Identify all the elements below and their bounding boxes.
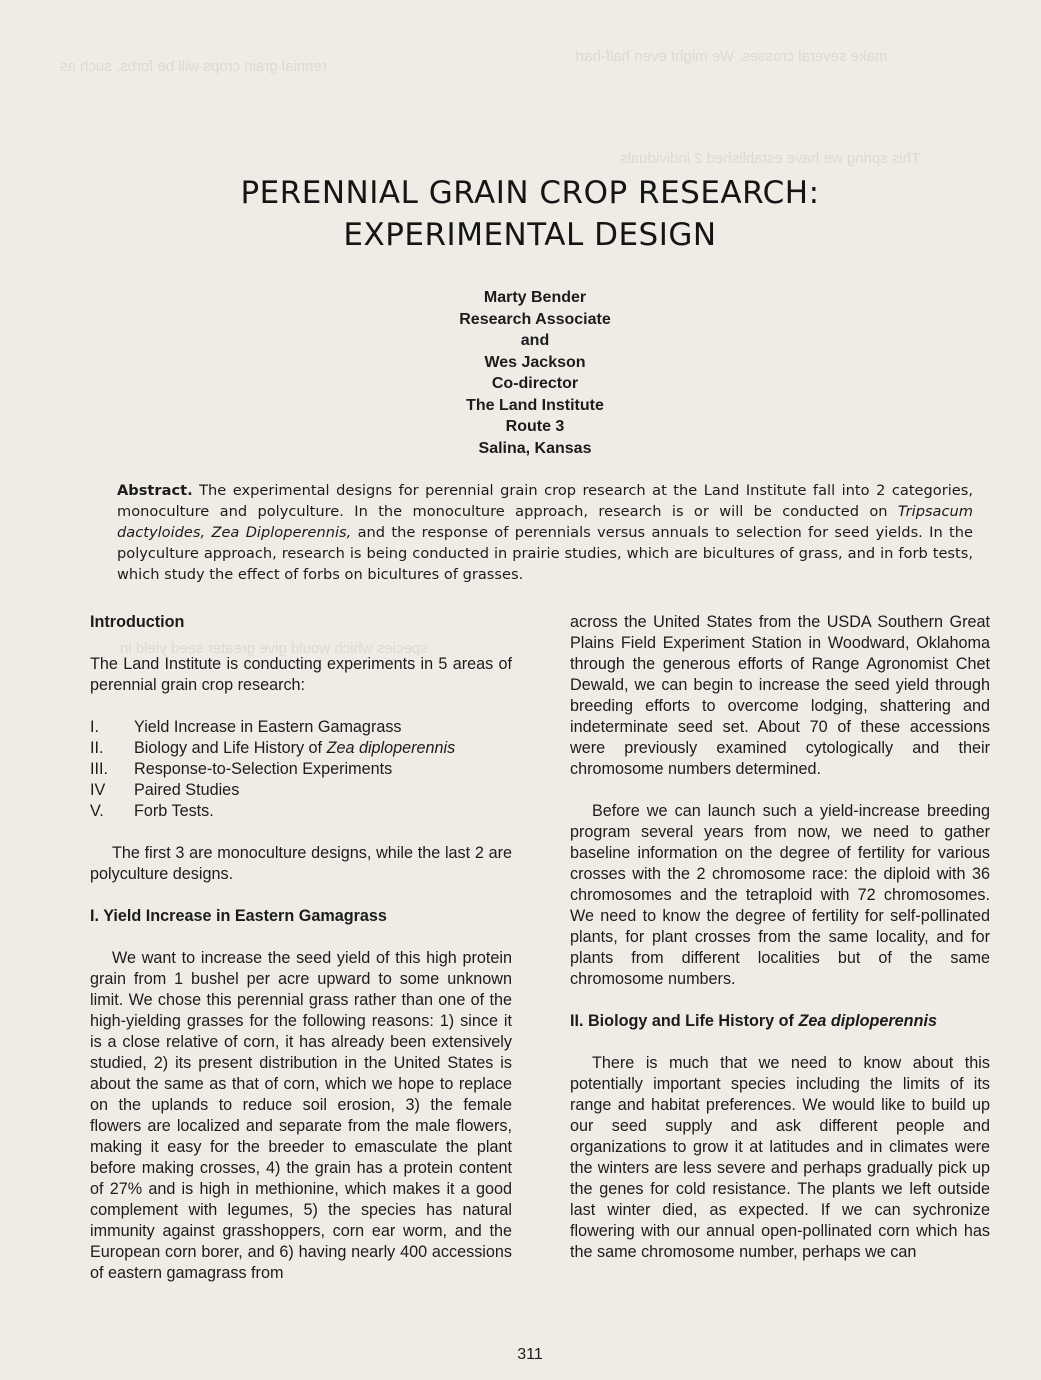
body-paragraph: We want to increase the seed yield of this high protein grain from 1 bushel per acre upward to some unknown limit. We chose this perennial grass rather than one of the high-yielding grasses for the following reasons: 1) since it is a close relative of corn, it has already been extensively studied, 2) its present distribution in the United States is about the same as that of corn, which we hope to replace on the uplands to reduce soil erosion, 3) the female flowers are localized and separate from the male flowers, making it easy for the breeder to emasculate the plant before making crosses, 4) the grain has a protein content of 27% and is high in methionine, which makes it a good complement with legumes, 5) the species has natural immunity against grasshoppers, corn ear worm, and the European corn borer, and 6) having nearly 400 accessions of eastern gamagrass from: [90, 949, 512, 1282]
list-item: [90, 759, 512, 780]
title-line-2: EXPERIMENTAL DESIGN: [343, 217, 717, 253]
paper-title: [180, 172, 880, 256]
list-text: Biology and Life History of: [134, 739, 327, 757]
abstract: [117, 480, 973, 585]
intro-paragraph: The Land Institute is conducting experiments in 5 areas of perennial grain crop research:: [90, 655, 512, 694]
list-number: V.: [90, 802, 104, 820]
show-through-text: make several crosses. We might even half-hart: [575, 48, 888, 65]
list-text: Response-to-Selection Experiments: [134, 760, 393, 778]
author-block: [390, 287, 680, 459]
abstract-text: and the response of perennials versus annuals to selection for seed yields. In the polyculture approach, research is being conducted in prairie studies, which are bicultures of grass, and in forb tests, which study the effect of forbs on bicultures of grasses.: [117, 524, 973, 583]
list-text-italic: Zea diploperennis: [326, 739, 456, 757]
section-heading-gamagrass: I. Yield Increase in Eastern Gamagrass: [90, 907, 387, 925]
list-item: [90, 780, 512, 801]
show-through-text: This spring we have established 2 individuals: [620, 150, 921, 167]
author-role: Co-director: [491, 375, 579, 392]
abstract-species: Tripsacum dactyloides, Zea Diploperennis,: [117, 503, 973, 541]
author-name: Marty Bender: [483, 289, 587, 306]
body-paragraph: There is much that we need to know about this potentially important species including the limits of its range and habitat preferences. We would like to build up our seed supply and ask different people and organizations to grow it at latitudes and in climates were the winters are less severe and perhaps gradually pick up the genes for cold resistance. The plants we left outside last winter died, as expected. If we can sychronize flowering with our annual open-pollinated corn which has the same chromosome number, perhaps we can: [570, 1054, 990, 1261]
intro-paragraph: The first 3 are monoculture designs, while the last 2 are polyculture designs.: [90, 844, 512, 883]
left-column: [90, 612, 512, 1284]
list-text: Forb Tests.: [134, 802, 214, 820]
list-item: [90, 801, 512, 822]
list-number: II.: [90, 739, 104, 757]
institution-name: The Land Institute: [466, 396, 604, 414]
list-text: Yield Increase in Eastern Gamagrass: [134, 718, 402, 736]
body-paragraph: across the United States from the USDA Southern Great Plains Field Experiment Station in Woodward, Oklahoma through the generous efforts of Range Agronomist Chet Dewald, we can begin to increase the seed yield through breeding efforts to overcome lodging, shattering and indeterminate seed set. About 70 of these accessions were previously examined cytologically and their chromosome numbers determined.: [570, 613, 990, 778]
research-areas-list: [90, 717, 512, 822]
heading-text-italic: Zea diploperennis: [798, 1012, 937, 1030]
author-role: Research Associate: [459, 310, 611, 328]
show-through-text: rennial grain crops will be forbs, such as: [60, 58, 327, 75]
list-item: [90, 717, 512, 738]
author-name: Wes Jackson: [484, 353, 586, 371]
abstract-text: The experimental designs for perennial grain crop research at the Land Institute fall into 2 categories, monoculture and polyculture. In the monoculture approach, research is or will be conducted on: [117, 482, 973, 520]
list-text: Paired Studies: [134, 781, 240, 799]
list-number: I.: [90, 718, 99, 736]
abstract-label: Abstract.: [117, 482, 193, 499]
list-number: III.: [90, 760, 108, 778]
author-conjunction: and: [520, 332, 550, 349]
title-line-1: PERENNIAL GRAIN CROP RESEARCH:: [240, 175, 820, 211]
section-heading-zea: [570, 1011, 990, 1032]
list-item: [90, 738, 512, 759]
section-heading-introduction: Introduction: [90, 613, 185, 631]
heading-text: II. Biology and Life History of: [570, 1012, 799, 1030]
body-paragraph: Before we can launch such a yield-increase breeding program several years from now, we need to gather baseline information on the degree of fertility for various crosses with the 2 chromosome race: the diploid with 36 chromosomes and the tetraploid with 72 chromosomes. We need to know the degree of fertility for self-pollinated plants, for plant crosses from the same locality, and for plants from different localities but of the same chromosome numbers.: [570, 802, 990, 988]
list-number: IV: [90, 781, 106, 799]
institution-city: Salina, Kansas: [478, 439, 592, 457]
right-column: [570, 612, 990, 1263]
institution-address: Route 3: [505, 418, 565, 435]
show-through-text: species which would give greater seed yield in: [120, 640, 428, 657]
page-number: 311: [517, 1346, 543, 1363]
